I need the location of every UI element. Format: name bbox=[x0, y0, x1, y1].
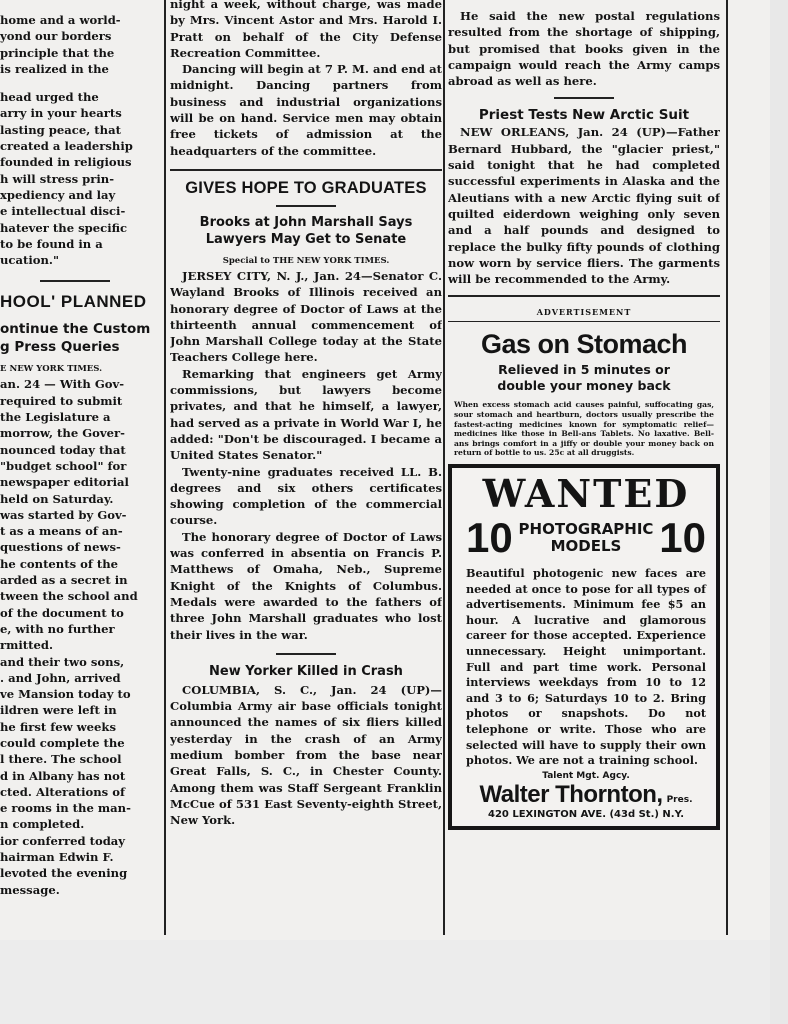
text-line: yond our borders bbox=[0, 29, 112, 44]
paragraph: The honorary degree of Doctor of Laws was conferred in absentia on Francis P. Matthews of Omaha, Neb., Supreme Knight of the Knights of Columbus. Medals were awarded to the fathers of three John Marshall graduates who lost their lives in the war. bbox=[170, 529, 442, 642]
story-body bbox=[170, 268, 442, 643]
text-line: held on Saturday. bbox=[0, 491, 114, 506]
column-rule bbox=[726, 0, 728, 935]
paragraph: NEW ORLEANS, Jan. 24 (UP)—Father Bernard Hubbard, the "glacier priest," said tonight that he had completed successful experiments in Alaska and the Aleutians with a new Arctic flying suit of quilted eiderdown weighing only seven and a half pounds and designed to replace the bulky fifty pounds of clothing now worn by service fliers. The garments will be recommended to the Army. bbox=[448, 125, 720, 287]
paragraph: He said the new postal regulations resulted from the shortage of shipping, but promised that books given in the campaign would reach the Army camps abroad as well as here. bbox=[448, 9, 720, 89]
text-line: rmitted. bbox=[0, 638, 54, 653]
text-line: founded in religious bbox=[0, 155, 132, 170]
text-line: e, with no further bbox=[0, 621, 115, 636]
wanted-signature bbox=[466, 781, 706, 809]
left-mid-fragment bbox=[0, 89, 162, 268]
divider bbox=[276, 653, 336, 655]
text-line: morrow, the Gover- bbox=[0, 426, 125, 441]
divider bbox=[276, 205, 336, 207]
text-line: cted. Alterations of bbox=[0, 784, 125, 799]
text-line: created a leadership bbox=[0, 139, 133, 154]
wanted-number-right: 10 bbox=[659, 514, 706, 562]
wanted-agency: Talent Mgt. Agcy. bbox=[542, 770, 630, 781]
story2-body bbox=[170, 682, 442, 829]
gas-ad bbox=[448, 328, 720, 458]
text-line: is realized in the bbox=[0, 61, 109, 76]
text-line: arry in your hearts bbox=[0, 106, 122, 121]
text-line: ucation." bbox=[0, 253, 59, 268]
text-line: ve Mansion today to bbox=[0, 687, 131, 702]
paragraph: Dancing will begin at 7 P. M. and end at midnight. Dancing partners from business and industrial organizations will be on hand. Service men may obtain free tickets of admission at the headquarters of the committee. bbox=[170, 62, 442, 158]
text-line: h will stress prin- bbox=[0, 171, 115, 186]
paragraph: Twenty-nine graduates received LL. B. degrees and six others certificates showing completion of the commercial course. bbox=[170, 464, 442, 528]
text-line: home and a world- bbox=[0, 13, 121, 27]
text-line: . and John, arrived bbox=[0, 670, 121, 685]
story2-headline: New Yorker Killed in Crash bbox=[209, 663, 403, 679]
text-line: hatever the specific bbox=[0, 220, 128, 235]
text-line: arded as a secret in bbox=[0, 573, 128, 588]
column-rule bbox=[443, 0, 445, 935]
gas-ad-body: When excess stomach acid causes painful, suffocating gas, sour stomach and heartburn, doctors usually prescribe the fastest-acting medicines known for symptomatic relief—medicines like those in Bell-ans Tablets. No laxative. Bell-ans brings comfort in a jiffy or double your money back on return of bottle to us. 25c at all druggists. bbox=[454, 400, 714, 458]
left-top-fragment bbox=[0, 0, 162, 77]
text-line: e rooms in the man- bbox=[0, 801, 131, 816]
column-left bbox=[0, 0, 162, 898]
story-headline: GIVES HOPE TO GRADUATES bbox=[185, 178, 427, 197]
text-line: he contents of the bbox=[0, 556, 119, 571]
paragraph: Remarking that engineers get Army commissions, but lawyers become privates, and that he himself, a lawyer, had served as a private in World War I, he added: "Don't be discouraged. I became a United States Senator." bbox=[170, 366, 442, 463]
arctic-headline: Priest Tests New Arctic Suit bbox=[478, 107, 690, 124]
text-line: l there. The school bbox=[0, 752, 122, 767]
text-line: ior conferred today bbox=[0, 833, 126, 848]
middle-top-paragraph bbox=[170, 0, 442, 159]
text-line: could complete the bbox=[0, 735, 125, 750]
wanted-address: 420 LEXINGTON AVE. (43d St.) N.Y. bbox=[488, 808, 684, 820]
text-line: required to submit bbox=[0, 393, 123, 408]
right-top-paragraph bbox=[448, 8, 720, 89]
divider bbox=[448, 295, 720, 297]
text-line: xpediency and lay bbox=[0, 187, 116, 202]
text-line: was started by Gov- bbox=[0, 507, 127, 522]
text-line: n completed. bbox=[0, 817, 85, 832]
dateline-credit: Special to THE NEW YORK TIMES. bbox=[222, 255, 390, 266]
divider bbox=[554, 97, 614, 99]
column-rule bbox=[164, 0, 166, 935]
text-line: of the document to bbox=[0, 605, 124, 620]
gas-ad-title: Gas on Stomach bbox=[480, 329, 688, 360]
text-line: newspaper editorial bbox=[0, 475, 129, 490]
column-middle bbox=[170, 0, 442, 828]
text-line: and their two sons, bbox=[0, 654, 125, 669]
wanted-name: Walter Thornton, bbox=[479, 780, 663, 808]
left-headline: HOOL' PLANNED bbox=[0, 292, 147, 312]
left-story-body bbox=[0, 376, 162, 898]
divider bbox=[170, 169, 442, 171]
story-subhead: Brooks at John Marshall Says Lawyers May Get to Senate bbox=[199, 214, 413, 247]
left-subhead: ontinue the Custom g Press Queries bbox=[0, 321, 151, 356]
arctic-body bbox=[448, 124, 720, 287]
text-line: nounced today that bbox=[0, 442, 126, 457]
divider bbox=[40, 280, 110, 282]
text-line: principle that the bbox=[0, 45, 115, 60]
text-line: he first few weeks bbox=[0, 719, 116, 734]
divider bbox=[448, 321, 720, 322]
text-line: message. bbox=[0, 882, 60, 897]
text-line: head urged the bbox=[0, 90, 99, 105]
paragraph: COLUMBIA, S. C., Jan. 24 (UP)—Columbia Army air base officials tonight announced the names of six fliers killed yesterday in the crash of an Army medium bomber from the base near Great Falls, S. C., in Chester County. Among them was Staff Sergeant Franklin McCue of 531 East Seventy-eighth Street, New York. bbox=[170, 682, 442, 828]
text-line: t as a means of an- bbox=[0, 524, 123, 539]
advertisement-label: ADVERTISEMENT bbox=[536, 307, 632, 318]
text-line: "budget school" for bbox=[0, 458, 127, 473]
wanted-ad bbox=[448, 464, 720, 830]
text-line: tween the school and bbox=[0, 589, 138, 604]
text-line: hairman Edwin F. bbox=[0, 850, 114, 865]
wanted-ad-body: Beautiful photogenic new faces are needed at once to pose for all types of advertisements. Minimum fee $5 an hour. A lucrative and glamorous career for those accepted. Experience unnecessary. Height unimportant. Full and part time work. Personal interviews weekdays from 10 to 12 and 3 to 6; Saturdays 10 to 2. Bring photos or snapshots. Do not telephone or write. Those who are selected will have to supply their own photos. We are not a training school. bbox=[466, 566, 706, 768]
wanted-ad-banner bbox=[466, 516, 706, 560]
text-line: d in Albany has not bbox=[0, 768, 126, 783]
text-line: lasting peace, that bbox=[0, 122, 121, 137]
text-line: levoted the evening bbox=[0, 866, 128, 881]
wanted-number-left: 10 bbox=[466, 514, 513, 562]
wanted-ad-title: WANTED bbox=[482, 471, 690, 517]
paragraph: JERSEY CITY, N. J., Jan. 24—Senator C. Wayland Brooks of Illinois received an honorary degree of Doctor of Laws at the thirteenth annual commencement of John Marshall College today at the State Teachers College here. bbox=[170, 268, 442, 365]
left-byline: E NEW YORK TIMES. bbox=[0, 364, 103, 375]
column-right bbox=[448, 0, 720, 830]
wanted-title: Pres. bbox=[666, 794, 693, 805]
text-line: e intellectual disci- bbox=[0, 204, 126, 219]
wanted-ad-subtitle: PHOTOGRAPHIC MODELS bbox=[518, 520, 654, 556]
text-line: ildren were left in bbox=[0, 703, 117, 718]
gas-ad-subtitle: Relieved in 5 minutes or double your money back bbox=[497, 362, 671, 394]
text-line: an. 24 — With Gov- bbox=[0, 377, 125, 392]
text-line: the Legislature a bbox=[0, 410, 111, 425]
text-line: questions of news- bbox=[0, 540, 121, 555]
text-line: to be found in a bbox=[0, 236, 103, 251]
paragraph: night a week, without charge, was made by Mrs. Vincent Astor and Mrs. Harold I. Pratt on behalf of the City Defense Recreation Committee. bbox=[170, 0, 442, 60]
page-margin bbox=[770, 0, 788, 1024]
